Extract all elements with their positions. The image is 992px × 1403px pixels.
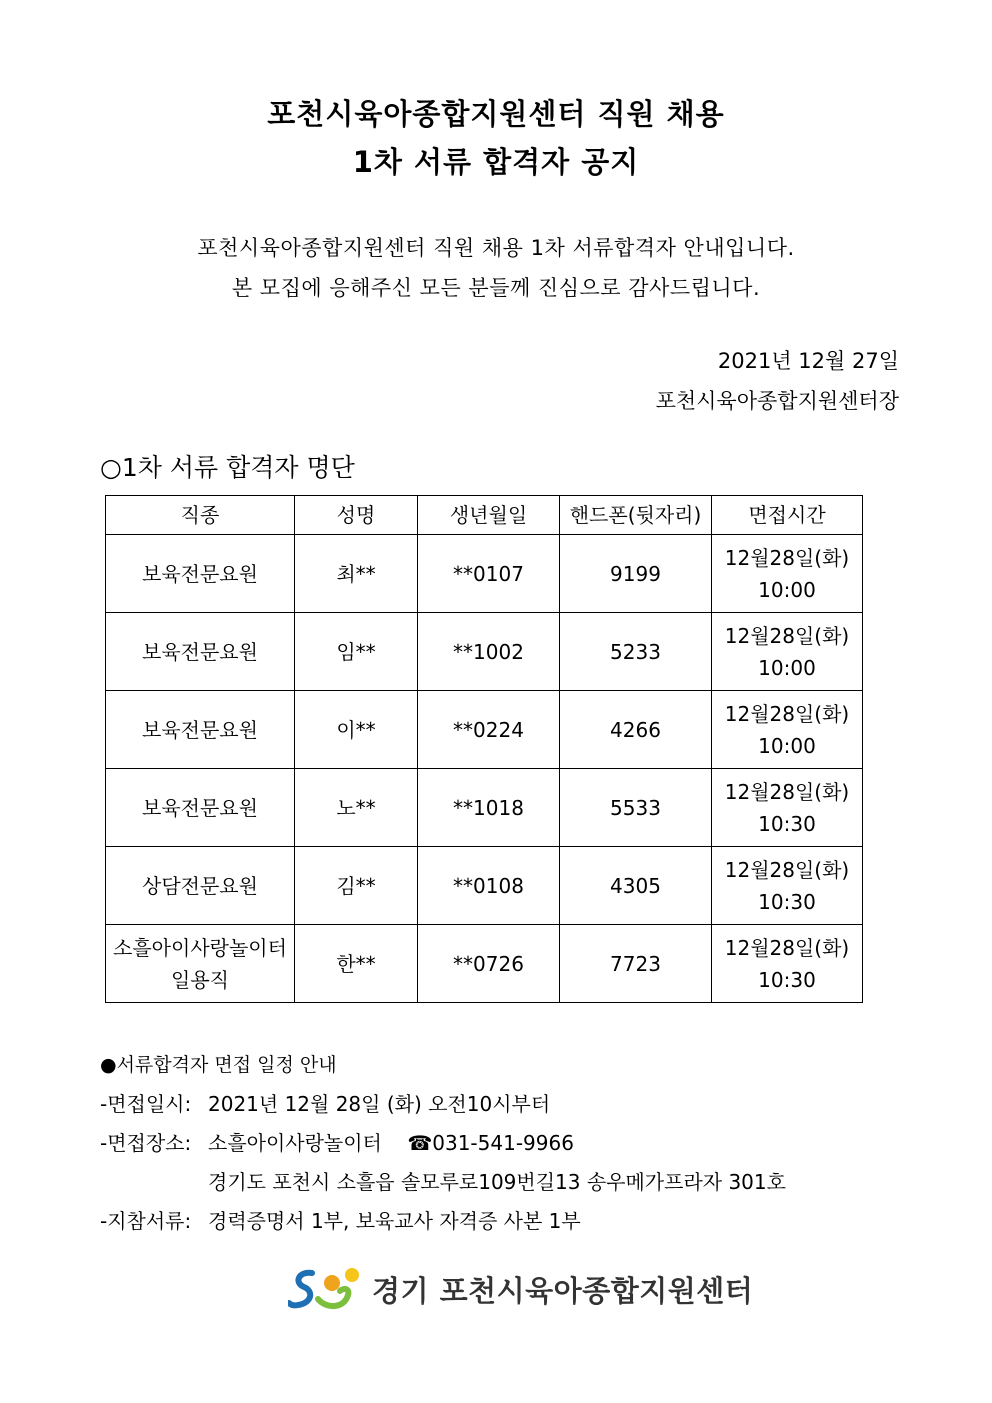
intro-line-2: 본 모집에 응해주신 모든 분들께 진심으로 감사드립니다. [231, 276, 761, 300]
cell-interview [712, 925, 863, 1003]
interview-time: 10:30 [758, 811, 816, 836]
cell-phone: 5533 [560, 769, 712, 847]
cell-phone: 4266 [560, 691, 712, 769]
cell-interview [712, 847, 863, 925]
header-name: 성명 [295, 496, 418, 535]
header-birth: 생년월일 [418, 496, 560, 535]
cell-name: 한** [295, 925, 418, 1003]
cell-name: 최** [295, 535, 418, 613]
table-row [106, 535, 863, 613]
cell-job [106, 925, 295, 1003]
cell-job: 상담전문요원 [106, 847, 295, 925]
cell-interview [712, 613, 863, 691]
table-row [106, 847, 863, 925]
table-row [106, 925, 863, 1003]
documents-value: 경력증명서 1부, 보육교사 자격증 사본 1부 [208, 1209, 581, 1233]
documents-line [100, 1202, 786, 1241]
signature: 포천시육아종합지원센터장 [655, 389, 899, 413]
notes-heading: ●서류합격자 면접 일정 안내 [100, 1054, 337, 1076]
header-phone: 핸드폰(뒷자리) [560, 496, 712, 535]
table-row [106, 613, 863, 691]
interview-date: 12월28일(화) [724, 935, 850, 960]
cell-name: 이** [295, 691, 418, 769]
interview-place-label: -면접장소: [100, 1131, 192, 1155]
cell-name: 김** [295, 847, 418, 925]
cell-interview [712, 691, 863, 769]
notice-date: 2021년 12월 27일 [717, 349, 899, 373]
phone-icon: ☎ [407, 1131, 433, 1155]
cell-birth: **0107 [418, 535, 560, 613]
interview-date: 12월28일(화) [724, 779, 850, 804]
header-interview: 면접시간 [712, 496, 863, 535]
cell-name: 임** [295, 613, 418, 691]
interview-date-line [100, 1085, 786, 1124]
interview-date: 12월28일(화) [724, 623, 850, 648]
documents-label: -지참서류: [100, 1209, 192, 1233]
cell-birth: **0726 [418, 925, 560, 1003]
cell-job: 보육전문요원 [106, 535, 295, 613]
contact-phone: 031-541-9966 [432, 1131, 574, 1155]
intro-line-1: 포천시육아종합지원센터 직원 채용 1차 서류합격자 안내입니다. [197, 236, 795, 260]
interview-time: 10:00 [758, 577, 816, 602]
cell-birth: **0224 [418, 691, 560, 769]
job-line-1: 소흘아이사랑놀이터 [113, 935, 287, 960]
interview-date: 12월28일(화) [724, 701, 850, 726]
page-title: 포천시육아종합지원센터 직원 채용 [267, 97, 725, 131]
page-subtitle: 1차 서류 합격자 공지 [352, 145, 640, 179]
interview-place-value: 소흘아이사랑놀이터 [208, 1131, 382, 1155]
cell-job: 보육전문요원 [106, 613, 295, 691]
table-row [106, 691, 863, 769]
interview-time: 10:30 [758, 889, 816, 914]
cell-birth: **1002 [418, 613, 560, 691]
interview-date: 12월28일(화) [724, 857, 850, 882]
interview-time: 10:30 [758, 967, 816, 992]
table-header-row [106, 496, 863, 535]
interview-place-line [100, 1124, 786, 1163]
interview-date-label: -면접일시: [100, 1092, 192, 1116]
cell-birth: **0108 [418, 847, 560, 925]
job-line-2: 일용직 [171, 967, 229, 992]
interview-notes [100, 1046, 786, 1241]
cell-phone: 7723 [560, 925, 712, 1003]
address: 경기도 포천시 소흘읍 솔모루로109번길13 송우메가프라자 301호 [208, 1170, 786, 1194]
logo-mark-icon [288, 1265, 366, 1313]
interview-time: 10:00 [758, 655, 816, 680]
cell-birth: **1018 [418, 769, 560, 847]
cell-job: 보육전문요원 [106, 769, 295, 847]
interview-time: 10:00 [758, 733, 816, 758]
cell-phone: 4305 [560, 847, 712, 925]
cell-interview [712, 769, 863, 847]
interview-date: 12월28일(화) [724, 545, 850, 570]
interview-date-value: 2021년 12월 28일 (화) 오전10시부터 [208, 1092, 551, 1116]
cell-name: 노** [295, 769, 418, 847]
logo-name: 경기 포천시육아종합지원센터 [372, 1273, 754, 1308]
header-job: 직종 [106, 496, 295, 535]
center-logo [288, 1265, 753, 1313]
cell-phone: 9199 [560, 535, 712, 613]
table-row [106, 769, 863, 847]
section-title: ○1차 서류 합격자 명단 [100, 453, 355, 482]
cell-phone: 5233 [560, 613, 712, 691]
cell-job: 보육전문요원 [106, 691, 295, 769]
cell-interview [712, 535, 863, 613]
candidates-table [105, 495, 863, 1003]
